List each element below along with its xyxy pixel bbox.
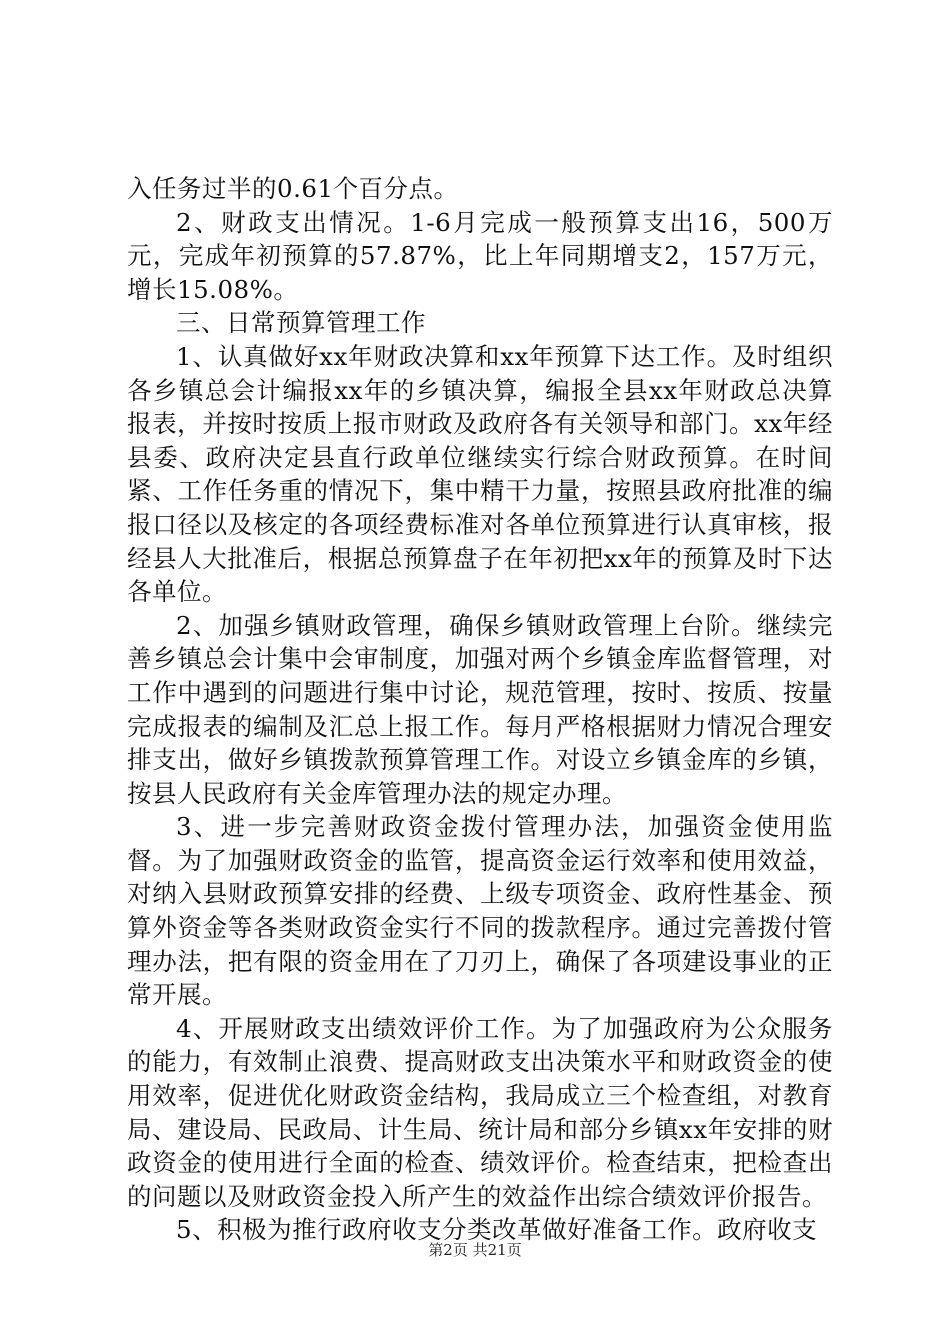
paragraph-8: 5、积极为推行政府收支分类改革做好准备工作。政府收支 xyxy=(176,1215,818,1245)
paragraph-4: 1、认真做好xx年财政决算和xx年预算下达工作。及时组织各乡镇总会计编报xx年的乡镇决算，编报全县xx年财政总决算报表，并按时按质上报市财政及政府各有关领导和部门。xx年经县委、政府决定县直行政单位继续实行综合财政预算。在时间紧、工作任务重的情况下，集中精干力量，按照县政府批准的编报口径以及核定的各项经费标准对各单位预算进行认真审核，报经县人大批准后，根据总预算盘子在年初把xx年的预算及时下达各单位。 xyxy=(127,341,833,607)
paragraph-5: 2、加强乡镇财政管理，确保乡镇财政管理上台阶。继续完善乡镇总会计集中会审制度，加强对两个乡镇金库监督管理，对工作中遇到的问题进行集中讨论，规范管理，按时、按质、按量完成报表的编制及汇总上报工作。每月严格根据财力情况合理安排支出，做好乡镇拨款预算管理工作。对设立乡镇金库的乡镇，按县人民政府有关金库管理办法的规定办理。 xyxy=(127,610,833,808)
paragraph-7: 4、开展财政支出绩效评价工作。为了加强政府为公众服务的能力，有效制止浪费、提高财政支出决策水平和财政资金的使用效率，促进优化财政资金结构，我局成立三个检查组，对教育局、建设局、民政局、计生局、统计局和部分乡镇xx年安排的财政资金的使用进行全面的检查、绩效评价。检查结束，把检查出的问题以及财政资金投入所产生的效益作出综合绩效评价报告。 xyxy=(127,1013,833,1211)
paragraph-1: 入任务过半的0.61个百分点。 xyxy=(127,174,459,203)
section-heading: 三、日常预算管理工作 xyxy=(176,308,426,338)
page-number: 第2页 共21页 xyxy=(428,1241,522,1259)
paragraph-2: 2、财政支出情况。1-6月完成一般预算支出16，500万元，完成年初预算的57.87%，比上年同期增支2，157万元，增长15.08%。 xyxy=(127,207,833,304)
page-footer xyxy=(0,1240,950,1260)
document-body xyxy=(127,172,833,1247)
paragraph-6: 3、进一步完善财政资金拨付管理办法，加强资金使用监督。为了加强财政资金的监管，提高资金运行效率和使用效益，对纳入县财政预算安排的经费、上级专项资金、政府性基金、预算外资金等各类财政资金实行不同的拨款程序。通过完善拨付管理办法，把有限的资金用在了刀刃上，确保了各项建设事业的正常开展。 xyxy=(127,812,833,1010)
